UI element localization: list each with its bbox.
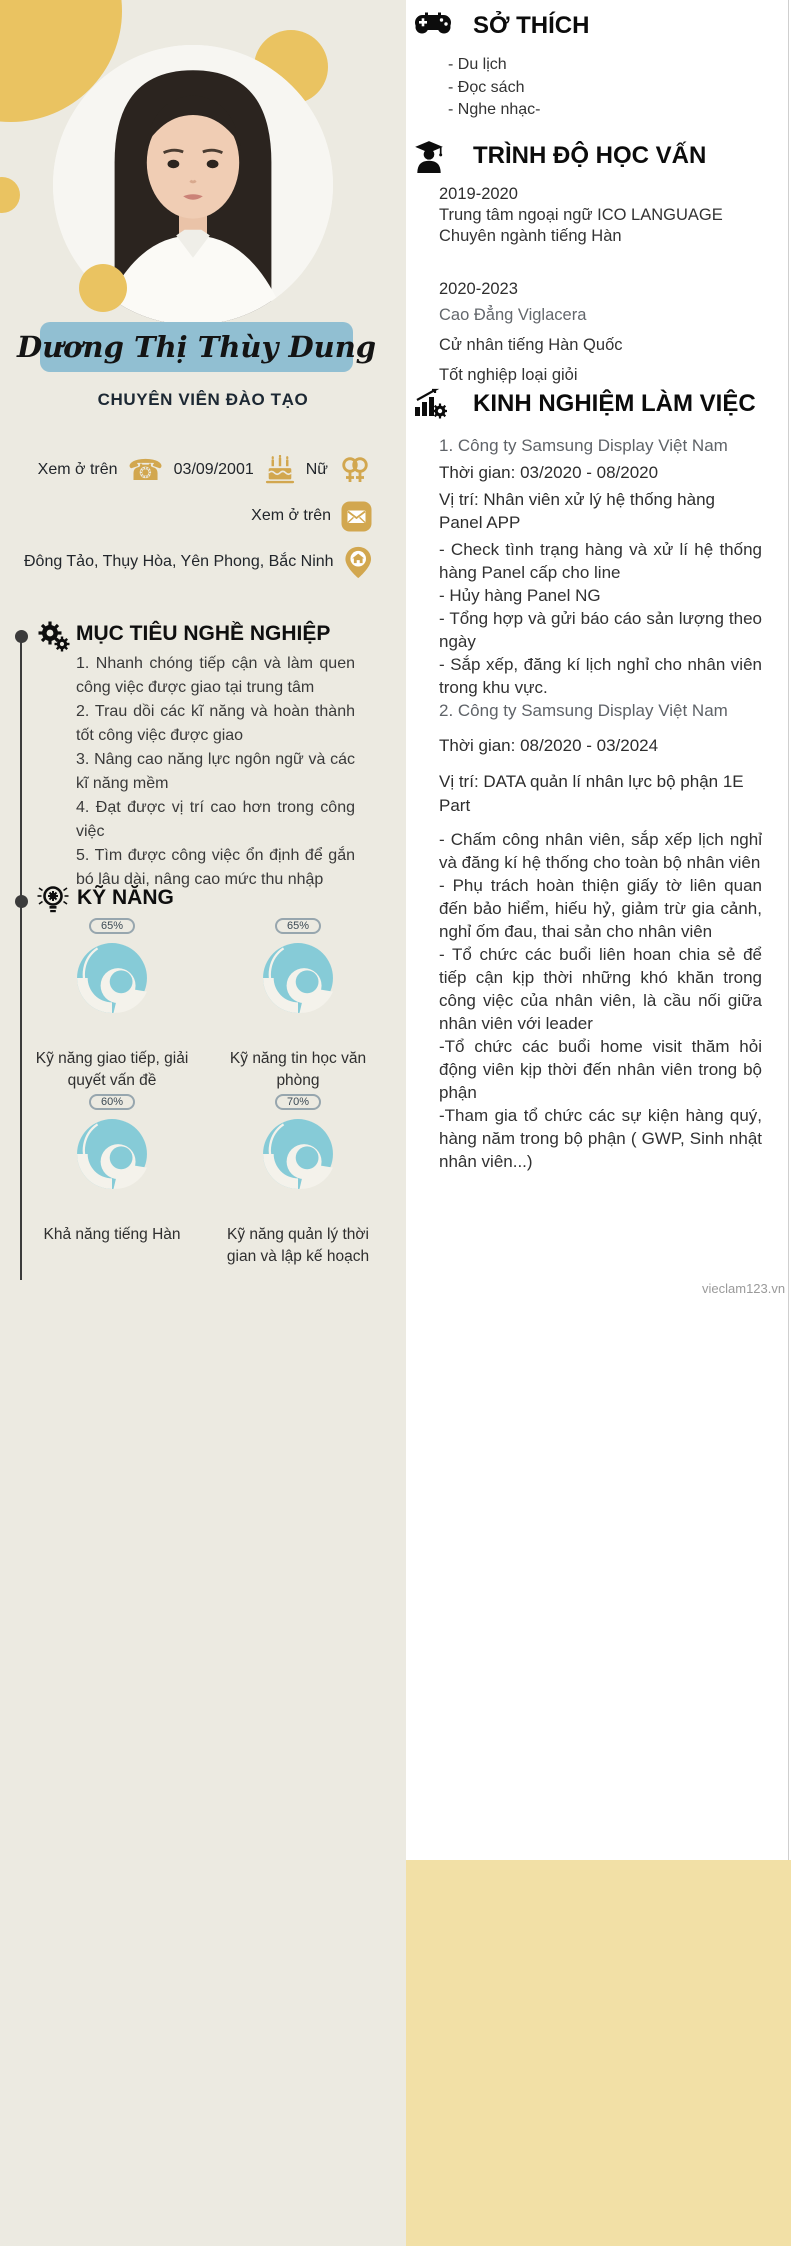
experience-bullets — [439, 828, 762, 1173]
location-pin-icon — [344, 545, 372, 580]
objective-item: 4. Đạt được vị trí cao hơn trong công việc — [76, 799, 355, 840]
experience-bullet: - Chấm công nhân viên, sắp xếp lịch nghỉ và đăng kí hệ thống cho toàn bộ nhân viên — [439, 830, 762, 872]
education-header — [406, 140, 791, 174]
objective-item: 3. Nâng cao năng lực ngôn ngữ và các kĩ năng mềm — [76, 751, 355, 792]
education-line: Chuyên ngành tiếng Hàn — [439, 227, 622, 245]
experience-bullet: - Phụ trách hoàn thiện giấy tờ liên quan đến bảo hiểm, hiếu hỷ, giảm trừ gia cảnh, nghỉ ốm đau, thai sản cho nhân viên — [439, 876, 762, 941]
wave-skill-icon — [260, 1116, 336, 1192]
experience-bullet: - Check tình trạng hàng và xử lí hệ thống hàng Panel cấp cho line — [439, 540, 762, 582]
experience-period: Thời gian: 08/2020 - 03/2024 — [439, 736, 659, 755]
education-line: Cao Đẳng Viglacera — [439, 306, 587, 324]
experience-bullets — [439, 538, 762, 699]
education-period: 2019-2020 — [439, 185, 518, 203]
address-value: Đông Tảo, Thụy Hòa, Yên Phong, Bắc Ninh — [24, 553, 334, 570]
skill-label: Kỹ năng tin học văn phòng — [229, 1050, 367, 1089]
experience-company: 2. Công ty Samsung Display Việt Nam — [439, 701, 728, 720]
skill-label: Khả năng tiếng Hàn — [43, 1226, 181, 1243]
education-spacer — [439, 247, 761, 279]
contact-row-address — [24, 542, 372, 582]
wave-skill-icon — [74, 1116, 150, 1192]
experience-position: Vị trí: DATA quản lí nhân lực bộ phận 1E Part — [439, 772, 744, 815]
birthday-cake-icon — [264, 455, 296, 485]
phone-value: Xem ở trên — [37, 461, 118, 478]
experience-section — [406, 388, 791, 1173]
experience-chart-icon — [413, 388, 447, 420]
experience-bullet: - Hủy hàng Panel NG — [439, 586, 601, 605]
objective-item: 1. Nhanh chóng tiếp cận và làm quen công việc được giao tại trung tâm — [76, 655, 355, 696]
hobbies-title: SỞ THÍCH — [473, 12, 590, 39]
skills-grid — [26, 918, 380, 1270]
graduate-icon — [413, 140, 445, 174]
decor-circle-photo — [79, 264, 127, 312]
contact-row-basic — [24, 450, 372, 490]
education-period: 2020-2023 — [439, 280, 518, 298]
dob-value: 03/09/2001 — [173, 461, 254, 478]
wave-skill-icon — [74, 940, 150, 1016]
experience-bullet: - Tổ chức các buổi liên hoan chia sẻ để tiếp cận kịp thời những khó khăn trong công việc của nhân viên, là cầu nối giữa nhân viên với leader — [439, 945, 762, 1033]
experience-bullet: - Sắp xếp, đăng kí lịch nghỉ cho nhân viên trong khu vực. — [439, 655, 762, 697]
hobbies-section — [406, 10, 791, 122]
education-body — [439, 184, 761, 390]
education-section — [406, 140, 791, 390]
name-banner — [16, 322, 377, 372]
watermark: vieclam123.vn — [702, 1281, 786, 1296]
decor-circle-left-edge — [0, 177, 20, 213]
gender-icon — [338, 455, 372, 485]
education-line: Trung tâm ngoại ngữ ICO LANGUAGE — [439, 206, 723, 224]
education-title: TRÌNH ĐỘ HỌC VẤN — [473, 142, 707, 169]
objective-gears-icon — [36, 618, 70, 652]
experience-bullet: -Tổ chức các buổi home visit thăm hỏi động viên kịp thời đến nhân viên trong bộ phận — [439, 1037, 762, 1102]
wave-skill-icon — [260, 940, 336, 1016]
phone-icon: ☎ — [127, 452, 164, 487]
hobbies-list — [448, 54, 791, 122]
experience-bullet: -Tham gia tổ chức các sự kiện hàng quý, hàng năm trong bộ phận ( GWP, Sinh nhật nhân viên...) — [439, 1106, 762, 1171]
education-line: Cử nhân tiếng Hàn Quốc — [439, 336, 623, 354]
timeline-line — [20, 636, 22, 1280]
timeline-dot-skills — [15, 895, 28, 908]
skill-item — [26, 1094, 198, 1270]
job-title: CHUYÊN VIÊN ĐÀO TẠO — [97, 390, 309, 409]
contact-block — [24, 450, 372, 588]
objective-list — [76, 652, 355, 892]
right-column — [406, 0, 791, 1860]
experience-title: KINH NGHIỆM LÀM VIỆC — [473, 390, 756, 417]
skill-item — [212, 1094, 384, 1270]
skills-gear-bulb-icon — [35, 882, 71, 918]
timeline-dot-objective — [15, 630, 28, 643]
experience-header — [406, 388, 791, 422]
skill-percent-badge: 60% — [89, 1094, 135, 1110]
objective-title: MỤC TIÊU NGHỀ NGHIỆP — [76, 622, 331, 645]
candidate-name: Dương Thị Thùy Dung — [16, 330, 377, 364]
column-divider-line — [788, 0, 789, 1860]
skill-percent-badge: 65% — [275, 918, 321, 934]
skill-label: Kỹ năng giao tiếp, giải quyết vấn đề — [35, 1050, 189, 1089]
education-line: Tốt nghiệp loại giỏi — [439, 366, 578, 384]
hobby-item: - Nghe nhạc- — [448, 101, 541, 118]
skill-item — [212, 918, 384, 1094]
gender-value: Nữ — [305, 461, 328, 478]
hobby-item: - Đọc sách — [448, 78, 525, 96]
hobby-item: - Du lịch — [448, 56, 507, 73]
experience-company: 1. Công ty Samsung Display Việt Nam — [439, 436, 728, 455]
gamepad-icon — [413, 10, 453, 38]
objective-item: 2. Trau dồi các kĩ năng và hoàn thành tốt công việc được giao — [76, 703, 355, 744]
mail-icon — [341, 501, 372, 532]
skill-label: Kỹ năng quản lý thời gian và lập kế hoạch — [226, 1226, 370, 1265]
experience-bullet: - Tổng hợp và gửi báo cáo sản lượng theo ngày — [439, 609, 762, 651]
experience-period: Thời gian: 03/2020 - 08/2020 — [439, 463, 659, 482]
skill-percent-badge: 65% — [89, 918, 135, 934]
email-value: Xem ở trên — [251, 507, 331, 524]
hobbies-header — [406, 10, 791, 44]
experience-body — [439, 434, 762, 1173]
skills-title: KỸ NĂNG — [77, 886, 174, 909]
experience-position: Vị trí: Nhân viên xử lý hệ thống hàng Panel APP — [439, 490, 715, 532]
skill-item — [26, 918, 198, 1094]
skill-percent-badge: 70% — [275, 1094, 321, 1110]
objective-item: 5. Tìm được công việc ổn định để gắn bó lâu dài, nâng cao mức thu nhập — [76, 847, 355, 888]
contact-row-email — [24, 496, 372, 536]
bottom-yellow-block — [406, 1860, 791, 2246]
